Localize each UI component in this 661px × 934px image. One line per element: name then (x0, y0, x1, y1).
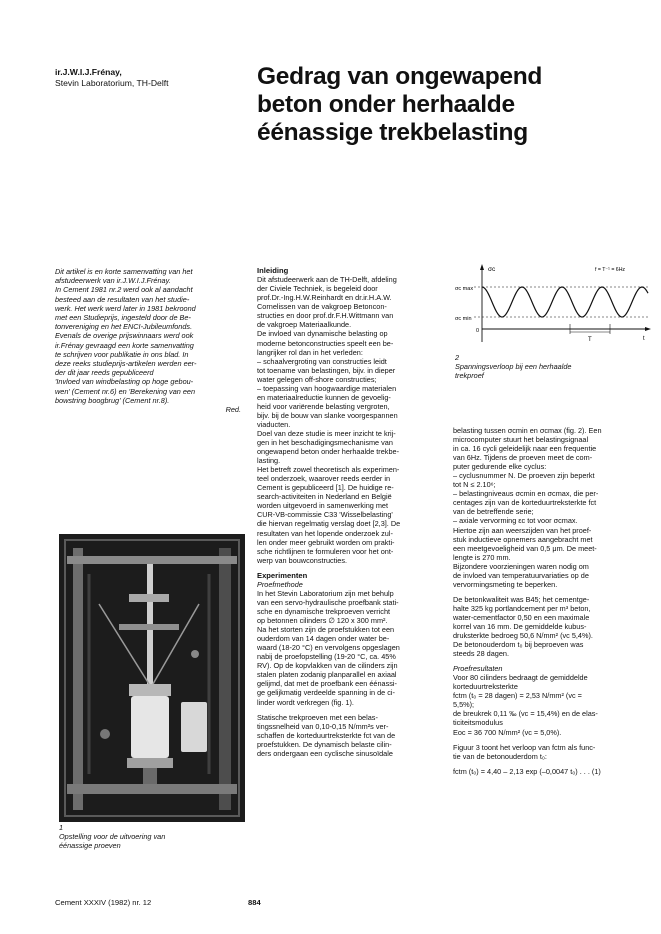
title-line: Gedrag van ongewapend (257, 63, 543, 90)
sigma-axis-label: σc (488, 266, 496, 273)
title-line: beton onder herhaalde (257, 91, 515, 118)
x-axis-arrow-icon (645, 327, 651, 331)
paragraph: Figuur 3 toont het verloop van fctm als func- tie van de betonouderdom t₀: (453, 742, 596, 761)
paragraph: Statische trekproeven met een belas- tingssnelheid van 0,10-0,15 N/mm²s ver- schaffen de korteduurtreksterkte fct van de proefstukken. De dynamisch belaste cilin- ders ondergaan een cyclische sinusoïdale (257, 712, 396, 758)
zero-label: 0 (476, 328, 480, 334)
paragraph: De betonkwaliteit was B45; het cementge- halte 325 kg portlandcement per m³ beton, water-cementfactor 0,50 en een maximale korrel van 16 mm. De gemiddelde kubus- druksterkte bedroeg 50,6 N/mm² (vc 5,4%). De betonouderdom t₀ bij beproeven was steeds 28 dagen. (453, 594, 593, 659)
figure2-number: 2 (455, 353, 460, 362)
intro-signoff: Red. (225, 405, 241, 415)
figure2-caption (455, 353, 605, 380)
stress-cycle-diagram (452, 262, 652, 350)
stress-cycle-svg (452, 262, 652, 350)
test-setup-photo-graphic (59, 534, 245, 822)
y-axis-arrow-icon (480, 264, 484, 270)
subheading-proefresultaten: Proefresultaten (453, 664, 503, 674)
figure1-caption-line: éénassige proeven (59, 841, 121, 850)
subheading-proefmethode: Proefmethode (257, 579, 303, 589)
figure2-caption-line: trekproef (455, 371, 484, 380)
figure2-caption-line: Spanningsverloop bij een herhaalde (455, 362, 572, 371)
test-setup-photo (59, 534, 245, 822)
paragraph: In het Stevin Laboratorium zijn met behulp van een servo-hydraulische proefbank stati- sche en dynamische trekproeven verricht op betonnen cilinders ∅ 120 x 300 mm². Na het storten zijn de proefstukken tot een ouderdom van 14 dagen onder water be- waard (18-20 °C) en vervolgens opgeslagen nabij de proefopstelling (19-20 °C, ca. 45% RV). Op de kopvlakken van de cilinders zijn stalen platen zodanig planparallel en axiaal gelijmd, dat met de proefbank een éénassi- ge gelijkmatig verdeelde spanning in de ci- linder wordt verkregen (fig. 1). (257, 588, 400, 707)
journal-footer: Cement XXXIV (1982) nr. 12 (55, 898, 152, 907)
paragraph: Dit afstudeerwerk aan de TH-Delft, afdeling der Civiele Techniek, is begeleid door prof.Dr.-Ing.H.W.Reinhardt en dr.ir.H.A.W. Cornelissen van de vakgroep Betoncon- structies en door prof.dr.F.H.Wittmann van de vakgroep Materiaalkunde. De invloed van dynamische belasting op moderne betonconstructies speelt een be- langrijker rol dan in het verleden: – schaalvergroting van constructies leidt tot toename van belastingen, bijv. in dieper water gelegen off-shore constructies; – toepassing van hoogwaardige materialen en materiaalreductie kunnen de gevoelig- heid voor variërende belasting vergroten, bijv. bij de bouw van slanke voorgespannen viaducten. Doel van deze studie is meer inzicht te krij- gen in het beschadigingsmechanisme van ongewapend beton onder herhaalde trekbe- lasting. Het betreft zowel theoretisch als experimen- teel onderzoek, waarover reeds eerder in Cement is gepubliceerd [1]. De huidige re- search-activiteiten in Nederland en België worden uitgevoerd in samenwerking met CUR-VB-commissie C33 'Wisselbelasting' die hiervan regelmatig verslag doet [2,3]. De resultaten van het lopende onderzoek zul- len onder meer gebruikt worden om prakti- sche richtlijnen te formuleren voor het ont- werp van bouwconstructies. (257, 275, 401, 565)
text-column-right (453, 426, 647, 776)
article-title (257, 63, 617, 147)
frequency-label: f = T⁻¹ = 6Hz (595, 267, 626, 273)
figure1-caption (59, 823, 245, 850)
figure1-number: 1 (59, 823, 64, 832)
heading-experimenten: Experimenten (257, 570, 308, 580)
page-number: 884 (248, 898, 261, 907)
figure1-caption-line: Opstelling voor de uitvoering van (59, 832, 166, 841)
title-line: éénassige trekbelasting (257, 119, 528, 146)
time-axis-label: t (643, 336, 645, 342)
sine-curve (482, 287, 648, 317)
author-affiliation: Stevin Laboratorium, TH-Delft (55, 77, 169, 88)
equation-1: fctm (t₀) = 4,40 – 2,13 exp (–0,0047 t₀) . . . (1) (453, 766, 601, 776)
period-label: T (588, 337, 592, 343)
intro-text: Dit artikel is en korte samenvatting van het afstudeerwerk van ir.J.W.I.J.Frénay. In Cement 1981 nr.2 werd ook al aandacht besteed aan de resultaten van het studie- werk. Het werk werd later in 1981 bekroond met een Studieprijs, ingesteld door de Be- tonvereniging en het ENCI-Jubileumfonds. Evenals de overige prijswinnaars werd ook ir.Frénay gevraagd een korte samenvatting te schrijven voor publikatie in ons blad. In deze reeks studieprijs-artikelen werden eer- der dit jaar reeds gepubliceerd 'Invloed van windbelasting op hoge gebou- wen' (Cement nr.6) en 'Berekening van een bowstring boogbrug' (Cement nr.8). (55, 267, 197, 405)
author-name: ir.J.W.I.J.Frénay, (55, 67, 122, 77)
intro-note (55, 267, 243, 414)
paragraph: Voor 80 cilinders bedraagt de gemiddelde korteduurtreksterkte fctm (t₀ = 28 dagen) = 2,53 N/mm² (vc = 5,5%); de breukrek 0,11 ‰ (vc = 15,4%) en de elas- ticiteitsmodulus Eoc = 36 700 N/mm² (vc = 5,0%). (453, 673, 598, 737)
text-column-middle (257, 266, 447, 758)
sigma-min-label: σc min (455, 316, 472, 322)
author-block (55, 67, 169, 88)
heading-inleiding: Inleiding (257, 266, 289, 275)
paragraph: belasting tussen σcmin en σcmax (fig. 2). Een microcomputer stuurt het belastingsignaal in ca. 16 cycli geleidelijk naar een frequentie van 6Hz. Tijdens de proeven meet de com- puter gedurende elke cyclus: – cyclusnummer N. De proeven zijn beperkt tot N ≤ 2.10⁶; – belastingniveaus σcmin en σcmax, die per- centages zijn van de korteduurtreksterkte fct van de betreffende serie; – axiale vervorming εc tot voor σcmax. Hiertoe zijn aan weerszijden van het proef- stuk inductieve opnemers aangebracht met een meetgevoeligheid van 0,5 μm. De meet- lengte is 270 mm. Bijzondere voorzieningen waren nodig om de invloed van temperatuurvariaties op de vervormingsmeting te beperken. (453, 426, 602, 589)
sigma-max-label: σc max (455, 286, 474, 292)
